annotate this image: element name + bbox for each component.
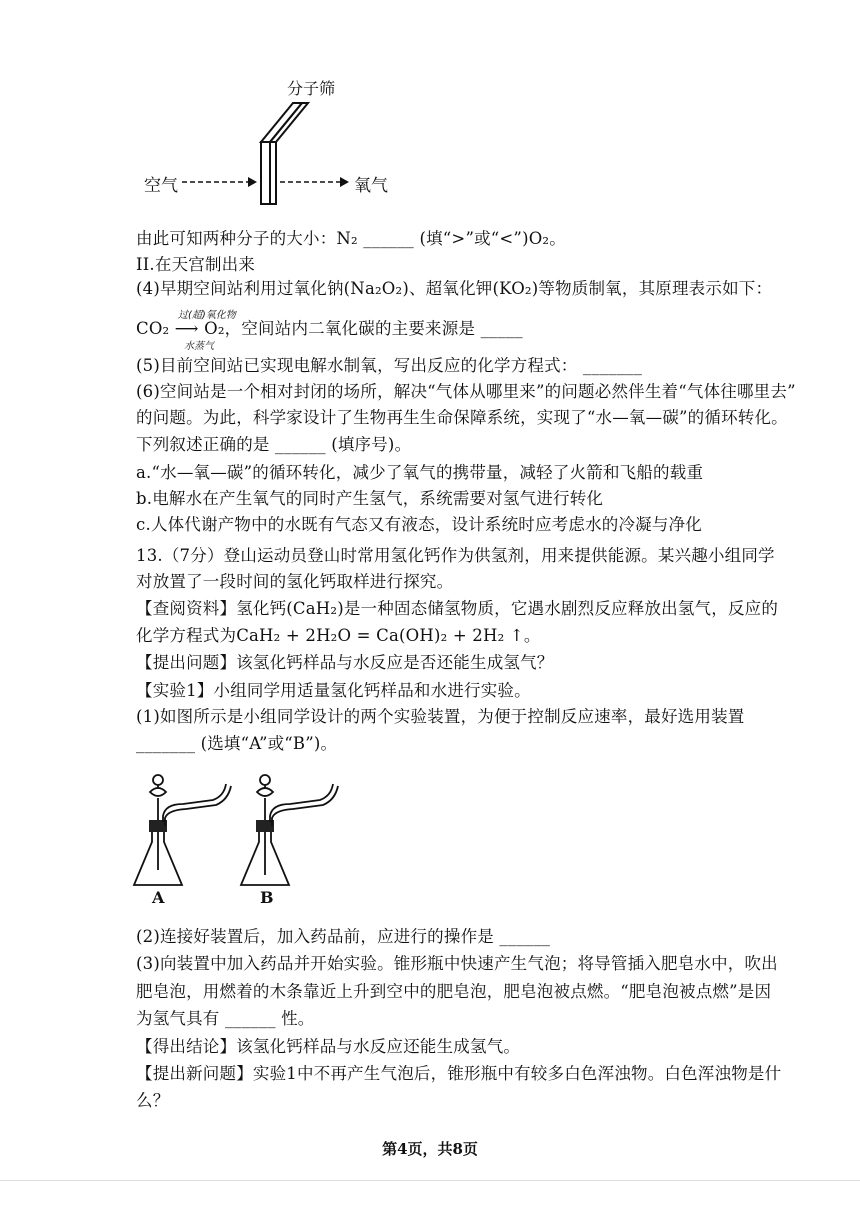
subquestion-1: (1)如图所示是小组同学设计的两个实验装置，为便于控制反应速率，最好选用装置 xyxy=(136,707,745,726)
conclusion: 【得出结论】该氢化钙样品与水反应还能生成氢气。 xyxy=(136,1037,521,1056)
lookup-data: 【查阅资料】氢化钙(CaH₂)是一种固态储氢物质，它遇水剧烈反应释放出氢气，反应的 xyxy=(136,599,779,618)
page-footer: 第4页，共8页 xyxy=(382,1140,478,1158)
oxygen-label: 氧气 xyxy=(354,176,388,196)
apparatus-diagram xyxy=(128,770,378,905)
question-text-l5: (5)目前空间站已实现电解水制氧，写出反应的化学方程式： _______ xyxy=(136,356,643,375)
subquestion-3-cont: 肥皂泡，用燃着的木条靠近上升到空中的肥皂泡，肥皂泡被点燃。“肥皂泡被点燃”是因 xyxy=(136,982,772,1001)
question-text-l1: 由此可知两种分子的大小：N₂ ______ (填“>”或“<”)O₂。 xyxy=(136,229,566,248)
option-c: c.人体代谢产物中的水既有气态又有液态，设计系统时应考虑水的冷凝与净化 xyxy=(136,515,702,534)
arrow-above-label: 过(超)氧化物 xyxy=(178,310,236,321)
section-heading: II.在天宫制出来 xyxy=(136,255,256,274)
question-text-l6: (6)空间站是一个相对封闭的场所，解决“气体从哪里来”的问题必然伴生着“气体往哪里去” xyxy=(136,382,796,401)
question-text-l7: 的问题。为此，科学家设计了生物再生生命保障系统，实现了“水—氧—碳”的循环转化。 xyxy=(136,408,788,427)
new-question-cont: 么？ xyxy=(136,1091,170,1110)
chemical-equation: 化学方程式为CaH₂ + 2H₂O = Ca(OH)₂ + 2H₂ ↑。 xyxy=(136,626,541,645)
air-label: 空气 xyxy=(144,176,178,196)
question-text-l8: 下列叙述正确的是 ______ (填序号)。 xyxy=(136,435,412,454)
apparatus-a xyxy=(134,775,231,885)
bottom-divider xyxy=(0,1180,860,1181)
raise-question: 【提出问题】该氢化钙样品与水反应是否还能生成氢气？ xyxy=(136,653,554,672)
subquestion-3-blank: 为氢气具有 ______ 性。 xyxy=(136,1009,315,1028)
subquestion-1-blank: _______ (选填“A”或“B”)。 xyxy=(136,734,338,753)
apparatus-a-label: A xyxy=(152,888,165,907)
apparatus-b xyxy=(241,775,338,885)
question-13-text: 13.（7分）登山运动员登山时常用氢化钙作为供氢剂，用来提供能源。某兴趣小组同学 xyxy=(136,546,775,565)
sieve-label: 分子筛 xyxy=(287,79,336,98)
question-text-l3: (4)早期空间站利用过氧化钠(Na₂O₂)、超氧化钾(KO₂)等物质制氧，其原理表示如下： xyxy=(136,279,773,298)
apparatus-b-label: B xyxy=(260,888,274,907)
subquestion-3: (3)向装置中加入药品并开始实验。锥形瓶中快速产生气泡；将导管插入肥皂水中，吹出 xyxy=(136,954,778,973)
experiment-1: 【实验1】小组同学用适量氢化钙样品和水进行实验。 xyxy=(136,681,531,700)
new-question: 【提出新问题】实验1中不再产生气泡后，锥形瓶中有较多白色浑浊物。白色浑浊物是什 xyxy=(136,1064,782,1083)
reaction-text: CO₂ ⟶ O₂，空间站内二氧化碳的主要来源是 _____ xyxy=(136,319,523,338)
subquestion-2: (2)连接好装置后，加入药品前，应进行的操作是 ______ xyxy=(136,927,551,946)
option-b: b.电解水在产生氧气的同时产生氢气，系统需要对氢气进行转化 xyxy=(136,489,604,508)
arrow-below-label: 水蒸气 xyxy=(184,341,214,352)
question-13-text-2: 对放置了一段时间的氢化钙取样进行探究。 xyxy=(136,572,454,591)
option-a: a.“水—氧—碳”的循环转化，减少了氧气的携带量，减轻了火箭和飞船的载重 xyxy=(136,463,704,482)
